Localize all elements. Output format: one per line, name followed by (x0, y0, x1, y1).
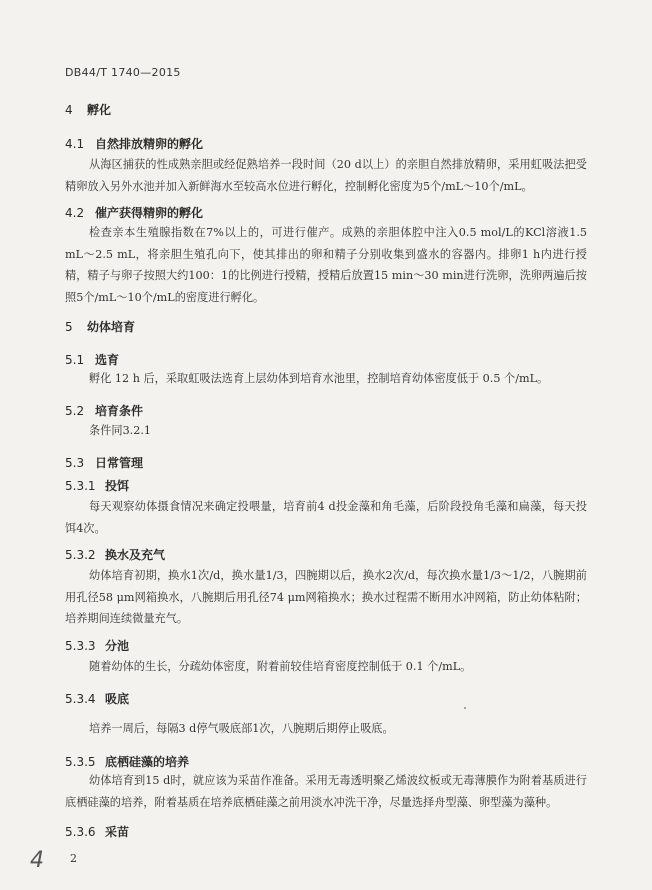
paragraph-4-1: 从海区捕获的性成熟亲胆或经促熟培养一段时间（20 d以上）的亲胆自然排放精卵，采用虹吸法把受精卵放入另外水池并加入新鲜海水至较高水位进行孵化，控制孵化密度为5个/mL～10个/mL。 (65, 158, 587, 193)
section-heading-5-3-2: 5.3.2 换水及充气 (65, 548, 166, 562)
handwritten-mark: 4 (30, 848, 44, 873)
section-heading-5-3-4: 5.3.4 吸底 (65, 692, 130, 706)
paragraph-5-3-3: 随着幼体的生长，分疏幼体密度，附着前较佳培育密度控制低于 0.1 个/mL。 (89, 660, 472, 673)
paragraph-5-3-4: 培养一周后，每隔3 d停气吸底部1次，八腕期后期停止吸底。 (89, 722, 394, 735)
section-heading-4: 4 孵化 (65, 103, 112, 117)
paragraph-5-1: 孵化 12 h 后，采取虹吸法选育上层幼体到培育水池里，控制培育幼体密度低于 0.5 个/mL。 (89, 372, 549, 385)
paragraph-5-3-5: 幼体培育到15 d时，就应该为采苗作准备。采用无毒透明聚乙烯波纹板或无毒薄膜作为附着基质进行底栖硅藻的培养，附着基质在培养底栖硅藻之前用淡水冲洗干净，尽量选择舟型藻、卵型藻为藻种。 (65, 774, 587, 809)
paragraph-5-3-1: 每天观察幼体摄食情况来确定投喂量，培育前4 d投金藻和角毛藻，后阶段投角毛藻和扁藻，每天投饵4次。 (65, 500, 587, 535)
scan-speck (464, 707, 466, 709)
section-heading-4-1: 4.1 自然排放精卵的孵化 (65, 137, 204, 151)
standard-code: DB44/T 1740—2015 (65, 66, 181, 79)
section-heading-5-3-3: 5.3.3 分池 (65, 639, 130, 653)
section-heading-5-1: 5.1 选育 (65, 353, 120, 367)
section-heading-4-2: 4.2 催产获得精卵的孵化 (65, 206, 204, 220)
section-heading-5-2: 5.2 培育条件 (65, 404, 144, 418)
paragraph-5-2: 条件同3.2.1 (89, 424, 152, 437)
page-number: 2 (70, 852, 77, 865)
section-heading-5: 5 幼体培育 (65, 320, 136, 334)
section-heading-5-3: 5.3 日常管理 (65, 456, 144, 470)
paragraph-4-2: 检查亲本生殖腺指数在7%以上的，可进行催产。成熟的亲胆体腔中注入0.5 mol/L的KCl溶液1.5 mL～2.5 mL，将亲胆生殖孔向下，使其排出的卵和精子分别收集到盛水的容器内。排卵1 h内进行授精，精子与卵子按照大约100：1的比例进行授精，授精后放置15 min～30 min进行洗卵，洗卵两遍后按照5个/mL～10个/mL的密度进行孵化。 (65, 226, 587, 304)
paragraph-5-3-2: 幼体培育初期，换水1次/d，换水量1/3，四腕期以后，换水2次/d，每次换水量1/3～1/2，八腕期前用孔径58 μm网箱换水，八腕期后用孔径74 μm网箱换水；换水过程需不断用水冲网箱，防止幼体粘附；培养期间连续微量充气。 (65, 569, 587, 625)
section-heading-5-3-6: 5.3.6 采苗 (65, 825, 130, 839)
section-heading-5-3-5: 5.3.5 底栖硅藻的培养 (65, 755, 190, 769)
section-heading-5-3-1: 5.3.1 投饵 (65, 479, 130, 493)
